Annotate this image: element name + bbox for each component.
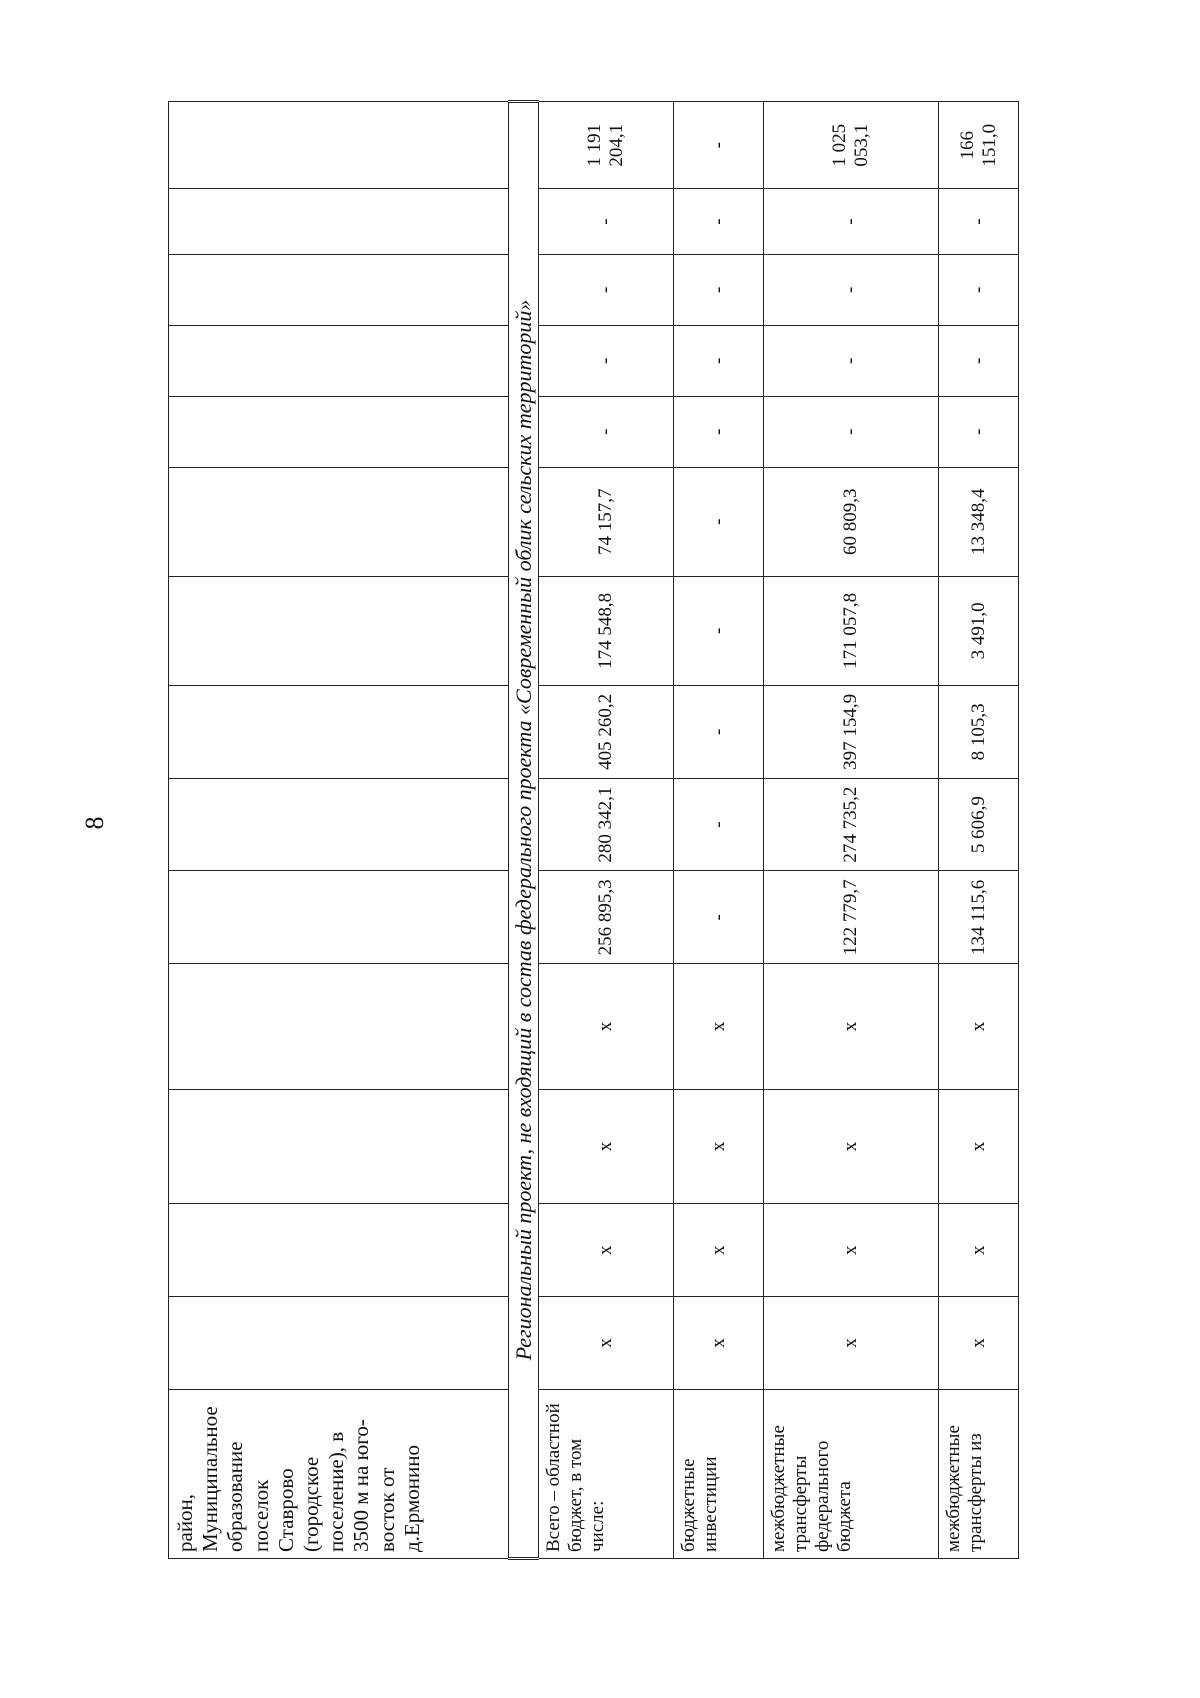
empty-cell — [169, 396, 509, 467]
empty-cell — [169, 778, 509, 871]
cell-value: - — [674, 189, 764, 254]
cell-value: 397 154,9 — [764, 685, 939, 778]
cell-x: х — [674, 1204, 764, 1297]
row-label: Всего – областной бюджет, в том числе: — [539, 1389, 674, 1558]
cell-x: х — [939, 964, 1019, 1090]
project-title: Региональный проект, не входящий в состав федерального проекта «Современный облик сельских территорий» — [509, 102, 539, 1559]
cell-value: 280 342,1 — [539, 778, 674, 871]
cell-value: - — [674, 685, 764, 778]
cell-value: - — [939, 396, 1019, 467]
cell-value: 274 735,2 — [764, 778, 939, 871]
location-row — [169, 102, 509, 1559]
table-row — [764, 102, 939, 1559]
cell-x: х — [764, 1297, 939, 1390]
cell-value: - — [764, 396, 939, 467]
empty-cell — [169, 685, 509, 778]
cell-value: 13 348,4 — [939, 467, 1019, 576]
cell-value: 122 779,7 — [764, 871, 939, 964]
cell-x: х — [539, 1204, 674, 1297]
empty-cell — [169, 189, 509, 254]
project-title-row — [509, 102, 539, 1559]
empty-cell — [169, 1089, 509, 1204]
cell-value: 74 157,7 — [539, 467, 674, 576]
cell-value: - — [939, 325, 1019, 396]
cell-value: - — [674, 576, 764, 685]
cell-x: х — [539, 1297, 674, 1390]
row-label: бюджетные инвестиции — [674, 1389, 764, 1558]
cell-x: х — [939, 1297, 1019, 1390]
cell-value: - — [539, 396, 674, 467]
cell-value: 60 809,3 — [764, 467, 939, 576]
cell-value: - — [939, 189, 1019, 254]
empty-cell — [169, 254, 509, 325]
empty-cell — [169, 467, 509, 576]
cell-total: - — [674, 102, 764, 189]
empty-cell — [169, 1204, 509, 1297]
cell-value: 174 548,8 — [539, 576, 674, 685]
cell-total: 1 191 204,1 — [539, 102, 674, 189]
cell-value: - — [674, 254, 764, 325]
cell-value: 8 105,3 — [939, 685, 1019, 778]
cell-value: 256 895,3 — [539, 871, 674, 964]
cell-value: - — [764, 325, 939, 396]
cell-value: - — [674, 778, 764, 871]
row-label: межбюджетные трансферты федерального бюджета — [764, 1389, 939, 1558]
cell-total: 166 151,0 — [939, 102, 1019, 189]
cell-value: 134 115,6 — [939, 871, 1019, 964]
cell-x: х — [674, 1297, 764, 1390]
cell-value: 171 057,8 — [764, 576, 939, 685]
cell-value: - — [539, 254, 674, 325]
empty-cell — [169, 576, 509, 685]
cell-x: х — [674, 1089, 764, 1204]
empty-cell — [169, 102, 509, 189]
budget-table-rotated — [168, 100, 1018, 1560]
cell-value: - — [764, 254, 939, 325]
cell-value: - — [539, 325, 674, 396]
cell-value: 405 260,2 — [539, 685, 674, 778]
empty-cell — [169, 1297, 509, 1390]
table-row — [939, 102, 1019, 1559]
cell-value: - — [674, 871, 764, 964]
cell-value: - — [674, 325, 764, 396]
cell-value: - — [539, 189, 674, 254]
table-row — [674, 102, 764, 1559]
cell-x: х — [764, 1204, 939, 1297]
cell-value: - — [674, 396, 764, 467]
cell-value: - — [939, 254, 1019, 325]
cell-total: 1 025 053,1 — [764, 102, 939, 189]
empty-cell — [169, 871, 509, 964]
cell-x: х — [939, 1204, 1019, 1297]
cell-value: - — [764, 189, 939, 254]
empty-cell — [169, 325, 509, 396]
cell-x: х — [539, 1089, 674, 1204]
location-cell: район, Муниципальное образование поселок Ставрово (городское поселение), в 3500 м на юго-восток от д.Ермонино — [169, 1389, 509, 1558]
cell-x: х — [764, 1089, 939, 1204]
row-label: межбюджетные трансферты из — [939, 1389, 1019, 1558]
cell-value: 5 606,9 — [939, 778, 1019, 871]
cell-x: х — [674, 964, 764, 1090]
empty-cell — [169, 964, 509, 1090]
table-row — [539, 102, 674, 1559]
page-number: 8 — [80, 816, 109, 830]
cell-x: х — [539, 964, 674, 1090]
budget-table — [168, 100, 1019, 1560]
cell-x: х — [939, 1089, 1019, 1204]
cell-value: 3 491,0 — [939, 576, 1019, 685]
cell-x: х — [764, 964, 939, 1090]
cell-value: - — [674, 467, 764, 576]
